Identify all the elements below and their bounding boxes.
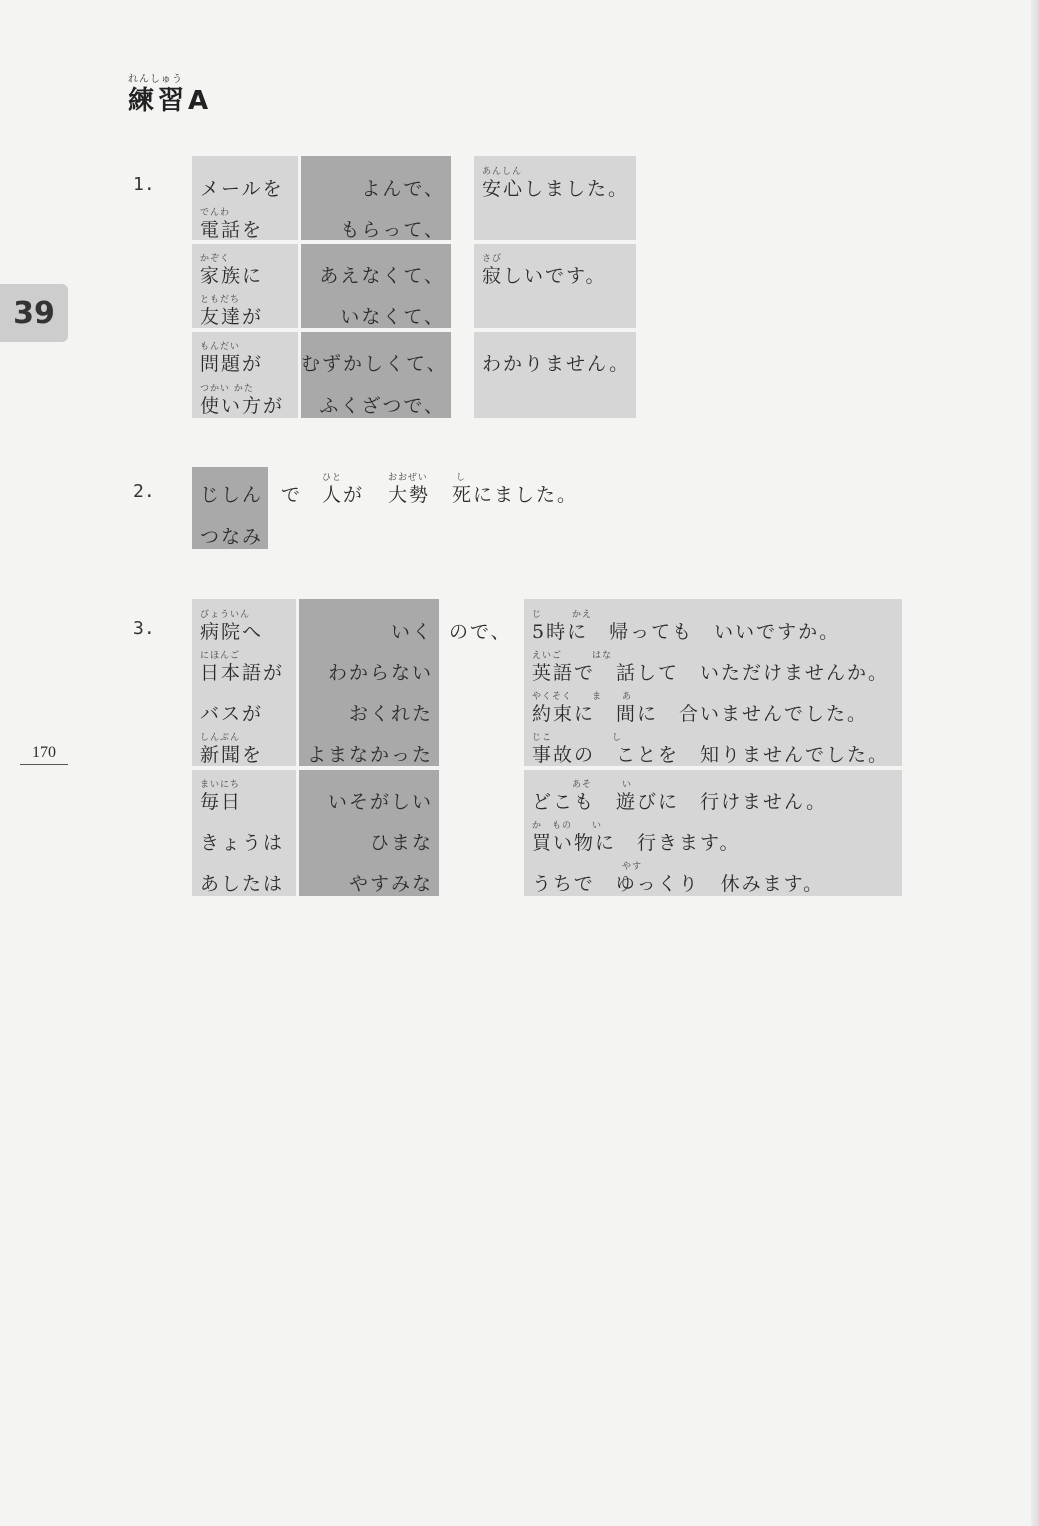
ex3-col1-item: あしたは xyxy=(200,873,285,895)
ex3-col3-item: 英語で 話して いただけませんか。 xyxy=(532,662,890,684)
ex1-col1-item: 問題が xyxy=(200,353,264,375)
ex1-col1-ruby: もんだい xyxy=(200,342,241,352)
ex1-col3-item: 寂しいです。 xyxy=(482,265,607,287)
ex3-col1-ruby: にほんご xyxy=(200,651,241,661)
ex1-col2-item: よんで、 xyxy=(361,178,445,200)
ex3-col2-item: やすみな xyxy=(348,873,433,895)
ex1-col2-item: あえなくて、 xyxy=(319,265,445,287)
ex2-word: 大勢 xyxy=(388,484,431,506)
ex3-col1-item: 日本語が xyxy=(200,662,285,684)
ex3-col1-ruby: しんぶん xyxy=(200,733,241,743)
ex3-col2-item: いく xyxy=(390,621,433,643)
ex3-col1-item: 毎日 xyxy=(200,791,243,813)
ex1-col1-ruby: でんわ xyxy=(200,208,231,218)
ex1-col3-item: わかりません。 xyxy=(482,353,631,375)
ex1-col2-item: いなくて、 xyxy=(340,306,445,328)
ex3-col2-item: ひまな xyxy=(369,832,433,854)
ex2-ruby: おおぜい xyxy=(388,473,428,483)
ex1-col3-ruby: さび xyxy=(482,254,503,264)
ex3-col3-ruby: じこ し xyxy=(532,733,623,743)
chapter-tab: 39 xyxy=(0,284,68,342)
ex1-col1-ruby: かぞく xyxy=(200,254,231,264)
ex3-col3-item: 5時に 帰っても いいですか。 xyxy=(532,621,841,643)
ex2-option: じしん xyxy=(200,484,264,506)
ex3-col3-ruby: やくそく ま あ xyxy=(532,692,633,702)
page-number: 170 xyxy=(20,744,68,765)
ex1-col1-item: 使い方が xyxy=(200,395,285,417)
ex1-col2-item: ふくざつで、 xyxy=(319,395,445,417)
ex3-col3-ruby: あそ い xyxy=(532,780,633,790)
ex3-col3-item: 買い物に 行きます。 xyxy=(532,832,741,854)
ex1-col1-item: 家族に xyxy=(200,265,264,287)
ex3-col3-item: 事故の ことを 知りませんでした。 xyxy=(532,744,890,766)
ex3-col3-item: 約束に 間に 合いませんでした。 xyxy=(532,703,869,725)
ex3-col3-ruby: じ かえ xyxy=(532,610,593,620)
title-ruby: れんしゅう xyxy=(128,74,183,85)
exercise-3-number: 3. xyxy=(133,618,155,639)
ex3-col2-item: わからない xyxy=(327,662,433,684)
ex1-col1-ruby: つかい かた xyxy=(200,384,254,394)
ex1-col2-item: むずかしくて、 xyxy=(301,353,448,375)
ex3-col1-item: バスが xyxy=(200,703,264,725)
ex2-ruby: ひと xyxy=(322,473,343,483)
ex2-word: 人が xyxy=(322,484,365,506)
exercise-2-number: 2. xyxy=(133,481,155,502)
ex1-col1-ruby: ともだち xyxy=(200,295,241,305)
section-heading xyxy=(128,74,212,116)
exercise-1-number: 1. xyxy=(133,174,155,195)
ex3-col1-ruby: びょういん xyxy=(200,610,251,620)
ex3-col1-item: 病院へ xyxy=(200,621,264,643)
ex1-col1-item: 電話を xyxy=(200,219,264,241)
ex2-particle: で xyxy=(281,484,303,506)
ex1-col1-item: 友達が xyxy=(200,306,264,328)
ex1-col1-item: メールを xyxy=(200,178,284,200)
ex3-col3-ruby: やす xyxy=(532,862,643,872)
ex2-word: 死にました。 xyxy=(452,484,579,506)
ex2-option: つなみ xyxy=(200,526,264,548)
ex1-col3-ruby: あんしん xyxy=(482,167,523,177)
ex3-col1-ruby: まいにち xyxy=(200,780,241,790)
ex3-col1-item: 新聞を xyxy=(200,744,264,766)
ex3-col2-item: よまなかった xyxy=(306,744,433,766)
ex1-col3-item: 安心しました。 xyxy=(482,178,630,200)
page-edge xyxy=(1031,0,1039,1526)
page-title: 練習A xyxy=(128,86,213,116)
ex3-col3-ruby: か もの い xyxy=(532,821,603,831)
ex1-col2-item: もらって、 xyxy=(340,219,445,241)
ex3-col2-item: いそがしい xyxy=(327,791,433,813)
ex2-ruby: し xyxy=(456,473,467,483)
ex3-col3-ruby: えいご はな xyxy=(532,651,613,661)
ex3-col3-item: どこも 遊びに 行けません。 xyxy=(532,791,828,813)
ex3-col1-item: きょうは xyxy=(200,832,285,854)
ex3-col2-item: おくれた xyxy=(348,703,433,725)
ex3-connector: ので、 xyxy=(449,621,512,643)
ex3-col3-item: うちで ゆっくり 休みます。 xyxy=(532,873,825,895)
